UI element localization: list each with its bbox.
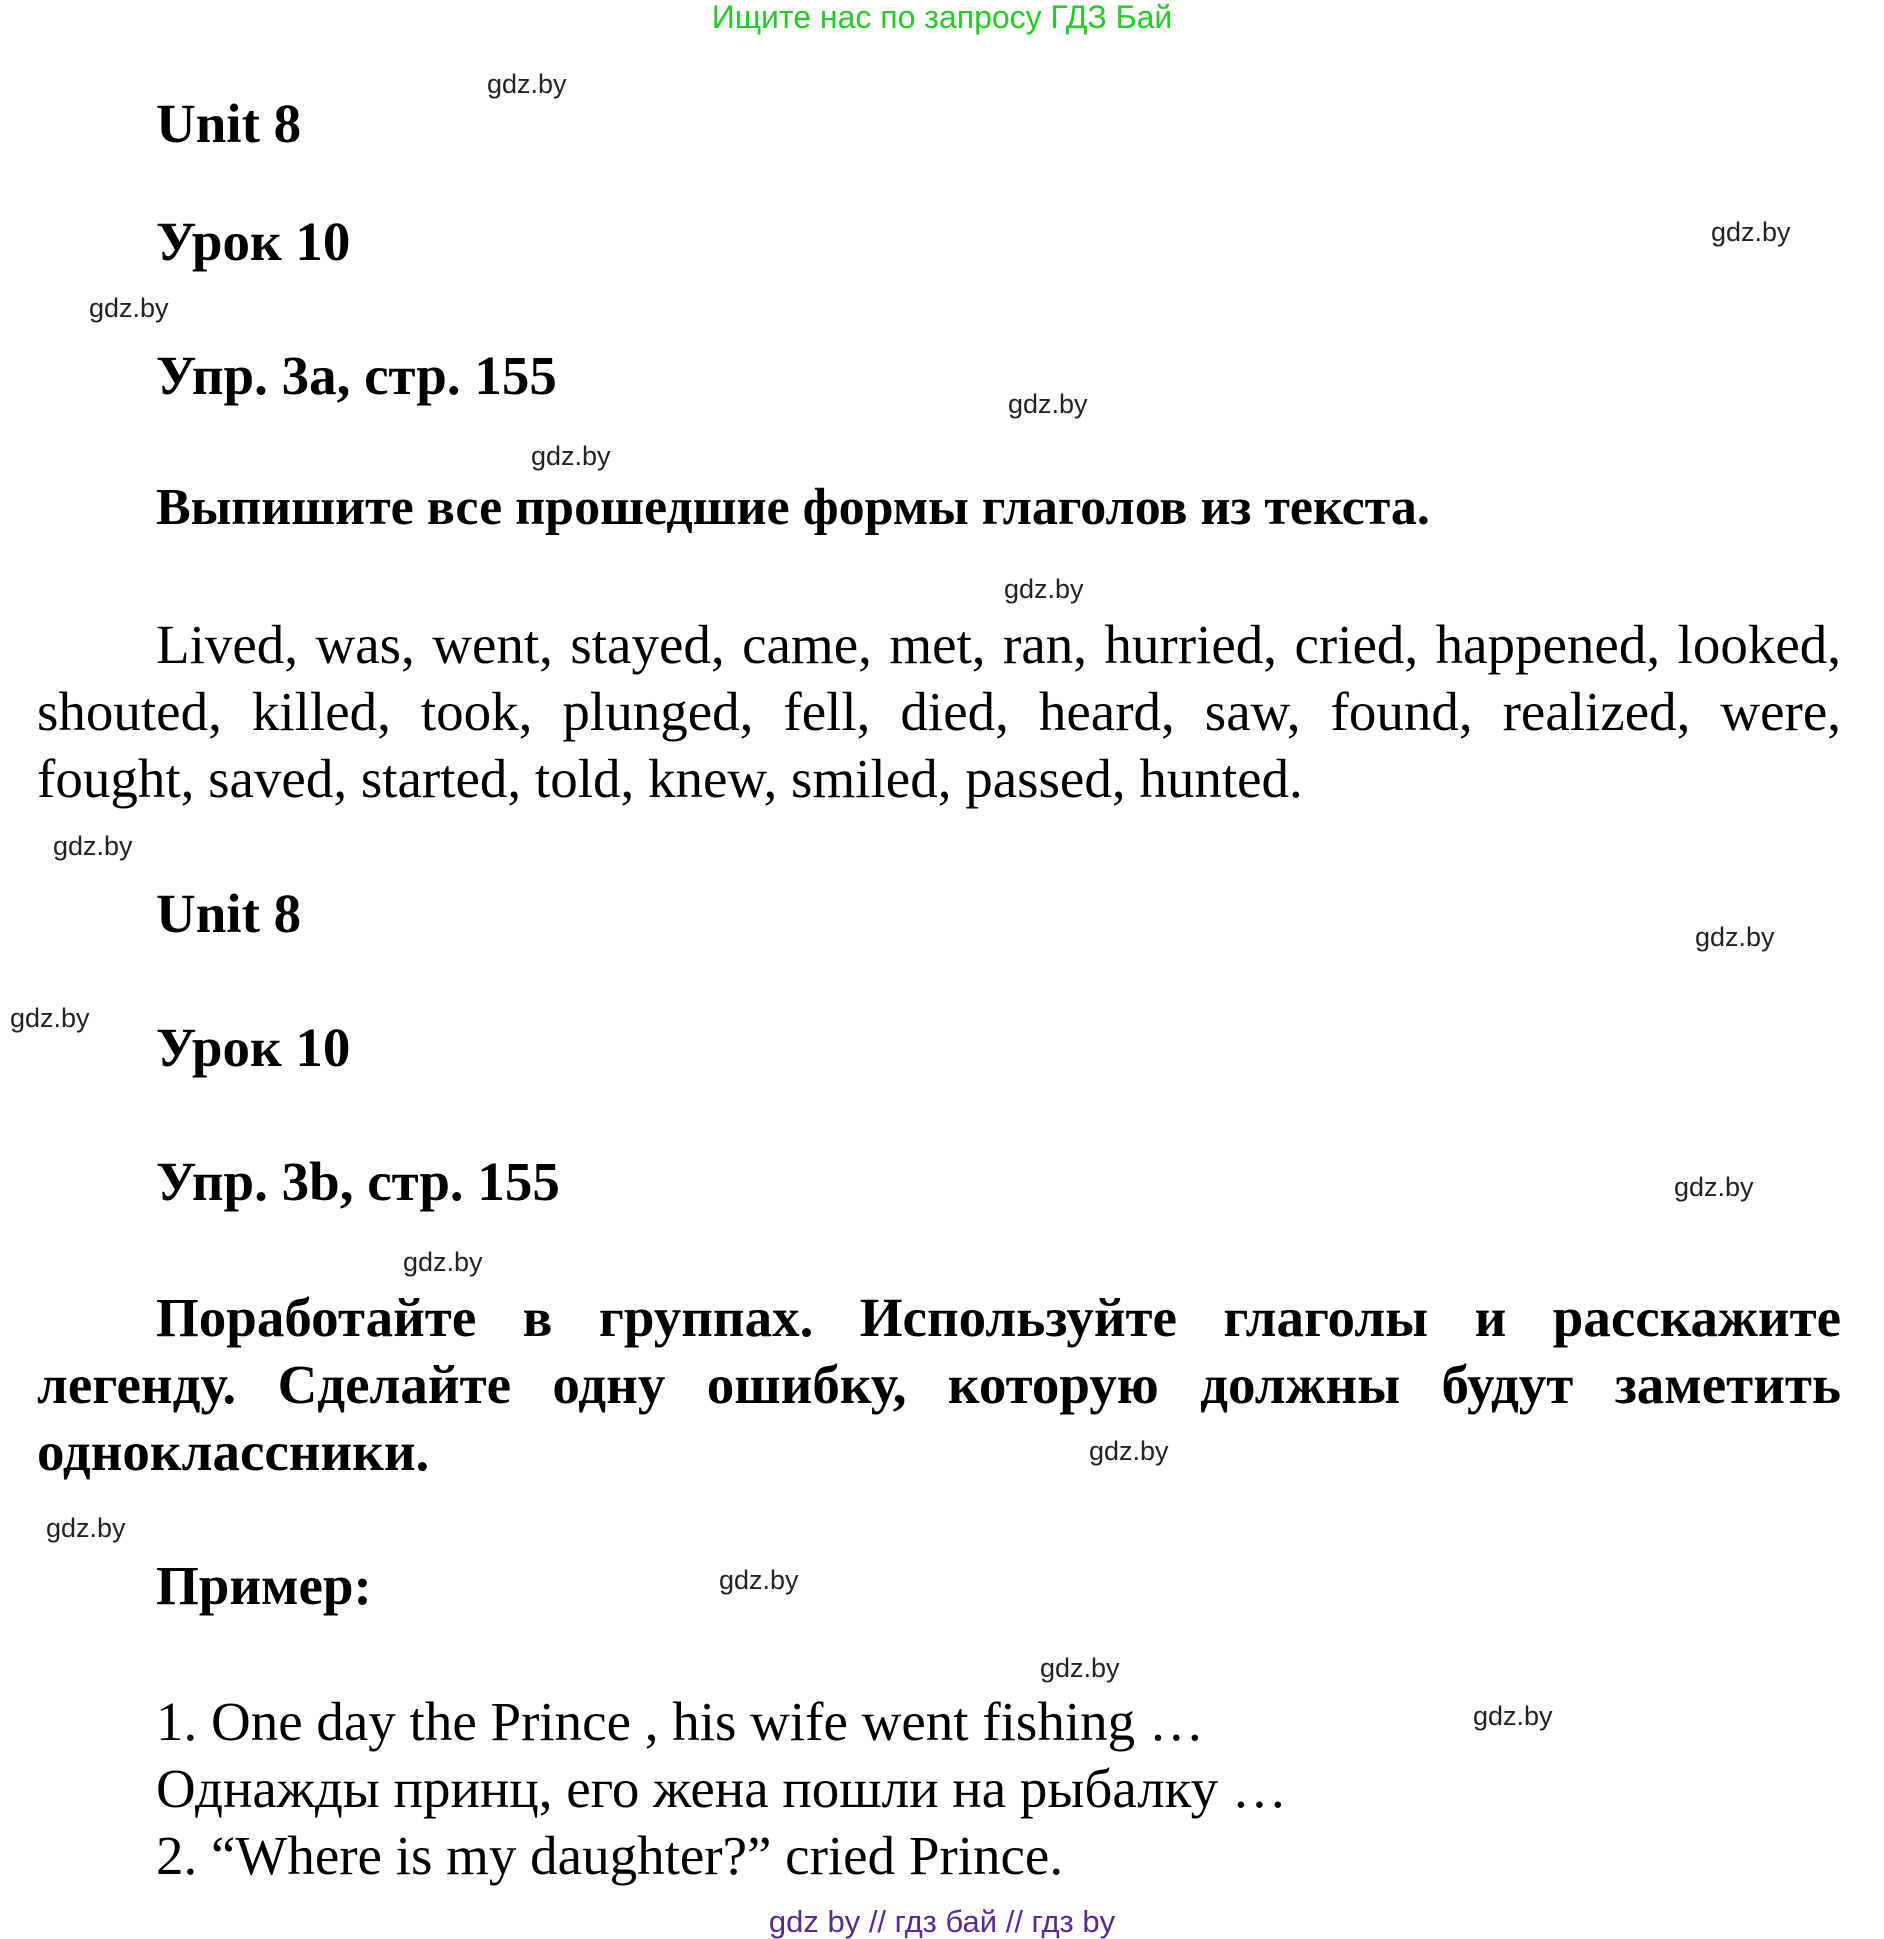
- watermark: gdz.by: [1008, 389, 1088, 419]
- example-line-3: 2. “Where is my daughter?” cried Prince.: [156, 1825, 1064, 1886]
- answer-text: Lived, was, went, stayed, came, met, ran, hurried, cried, happened, looked, shouted, killed, took, plunged, fell, died, heard, saw, found, realized, were, fought, saved, started, told, knew, smiled, passed, hunted.: [37, 614, 1841, 809]
- watermark: gdz.by: [1040, 1653, 1120, 1683]
- lesson-heading-2: Урок 10: [156, 1017, 351, 1078]
- lesson-heading: Урок 10: [156, 211, 351, 272]
- watermark: gdz.by: [1674, 1172, 1754, 1202]
- watermark: gdz.by: [53, 831, 133, 861]
- unit-heading-2: Unit 8: [156, 883, 302, 944]
- exercise-heading-2: Упр. 3b, стр. 155: [156, 1151, 560, 1212]
- example-line-2: Однажды принц, его жена пошли на рыбалку …: [156, 1758, 1287, 1819]
- watermark: gdz.by: [403, 1247, 483, 1277]
- task-instruction: Выпишите все прошедшие формы глаголов из текста.: [156, 479, 1430, 536]
- watermark: gdz.by: [1004, 574, 1084, 604]
- footer-links[interactable]: gdz by // гдз бай // гдз by: [768, 1904, 1116, 1939]
- watermark: gdz.by: [531, 441, 611, 471]
- watermark: gdz.by: [1711, 217, 1791, 247]
- watermark: gdz.by: [487, 69, 567, 99]
- exercise-heading: Упр. 3a, стр. 155: [156, 345, 557, 406]
- task-instruction-2: Поработайте в группах. Используйте глаголы и расскажите легенду. Сделайте одну ошибку, которую должны будут заметить одноклассники.: [37, 1287, 1841, 1482]
- watermark: gdz.by: [89, 293, 169, 323]
- watermark: gdz.by: [719, 1565, 799, 1595]
- watermark: gdz.by: [10, 1003, 90, 1033]
- unit-heading: Unit 8: [156, 93, 302, 154]
- watermark: gdz.by: [46, 1513, 126, 1543]
- watermark: gdz.by: [1695, 922, 1775, 952]
- search-banner[interactable]: Ищите нас по запросу ГДЗ Бай: [711, 0, 1173, 35]
- watermark: gdz.by: [1473, 1701, 1553, 1731]
- watermark: gdz.by: [1089, 1436, 1169, 1466]
- example-label: Пример:: [156, 1555, 372, 1616]
- example-line-1: 1. One day the Prince , his wife went fishing …: [156, 1691, 1204, 1752]
